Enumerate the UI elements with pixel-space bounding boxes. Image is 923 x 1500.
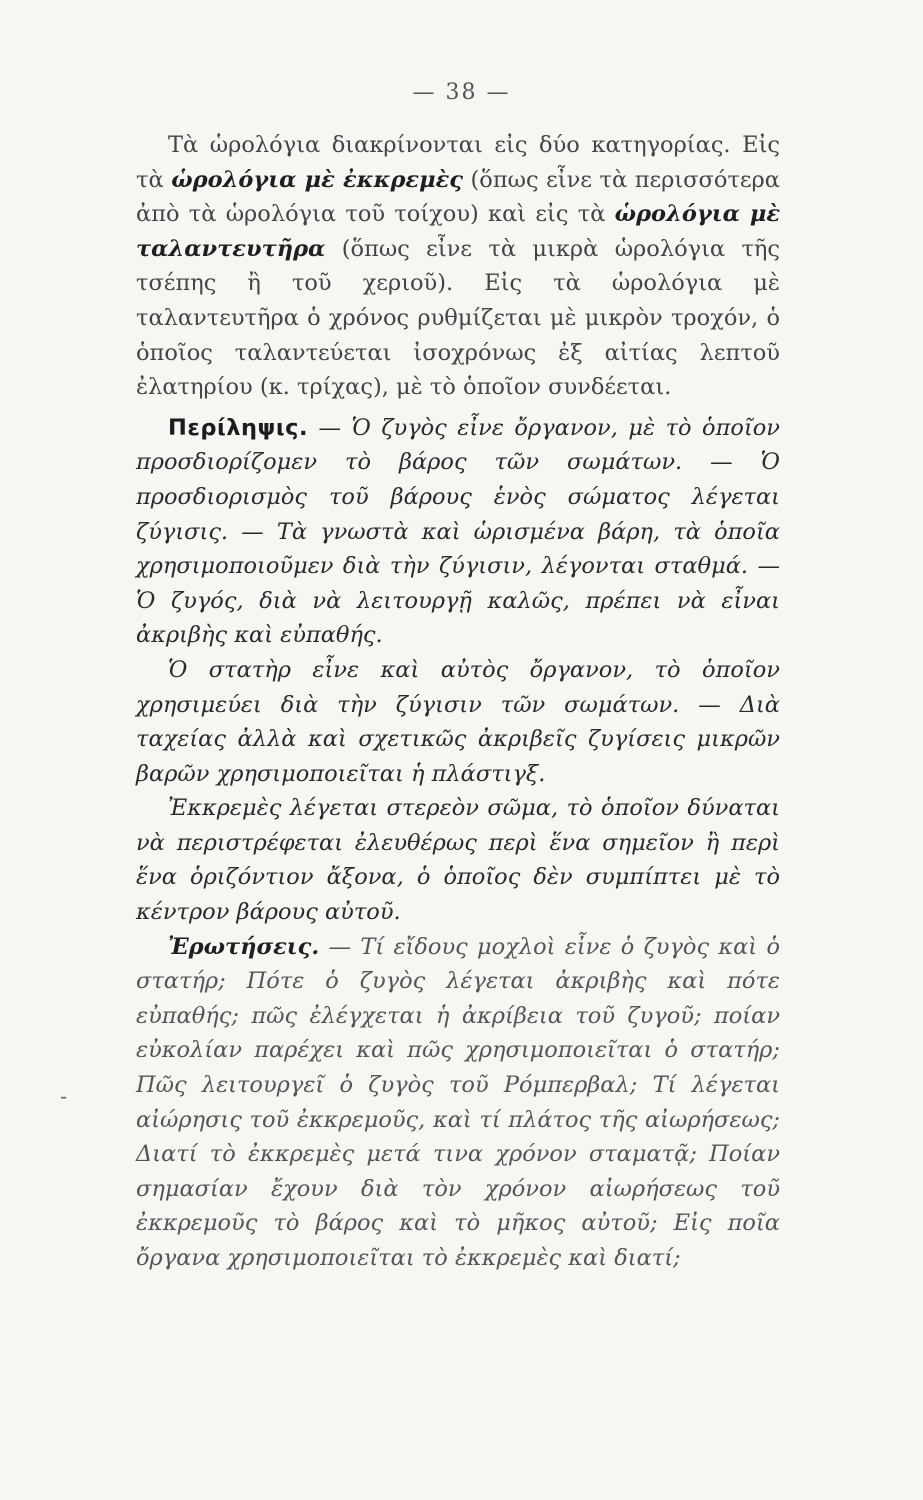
paragraph-summary [136, 411, 780, 653]
page-number: — 38 — [412, 80, 511, 105]
summary-text: — Ὁ ζυγὸς εἶνε ὄργανον, μὲ τὸ ὁποῖον προσδιορίζομεν τὸ βάρος τῶν σωμάτων. — Ὁ προσδιορισμὸς τοῦ βάρους ἑνὸς σώματος λέγεται ζύγισις. — Τὰ γνωστὰ καὶ ὡρισμένα βάρη, τὰ ὁποῖα χρησιμοποιοῦμεν διὰ τὴν ζύγισιν, λέγονται σταθμά. — Ὁ ζυγός, διὰ νὰ λειτουργῇ καλῶς, πρέπει νὰ εἶναι ἀκριβὴς καὶ εὐπαθής. [136, 414, 780, 649]
paragraph-clocks [136, 128, 780, 405]
body-text [136, 128, 780, 1276]
stater-text: Ὁ στατὴρ εἶνε καὶ αὐτὸς ὄργανον, τὸ ὁποῖον χρησιμεύει διὰ τὴν ζύγισιν τῶν σωμάτων. — Διὰ ταχείας ἀλλὰ καὶ σχετικῶς ἀκριβεῖς ζυγίσεις μικρῶν βαρῶν χρησιμοποιεῖται ἡ πλάστιγξ. [136, 656, 780, 787]
paragraph-pendulum [136, 791, 780, 929]
paragraph-questions [136, 930, 780, 1276]
paragraph-stater [136, 653, 780, 791]
clocks-text-3: (ὅπως εἶνε τὰ μικρὰ ὡρολόγια τῆς τσέπης ἢ τοῦ χεριοῦ). Εἰς τὰ ὡρολόγια μὲ ταλαντευτῆρα ὁ χρόνος ρυθμίζεται μὲ μικρὸν τροχόν, ὁ ὁποῖος ταλαντεύεται ἰσοχρόνως ἐξ αἰτίας λεπτοῦ ἐλατηρίου (κ. τρίχας), μὲ τὸ ὁποῖον συνδέεται. [136, 235, 780, 401]
clocks-text-2: (ὅπως εἶνε τὰ περισσότερα ἀπὸ τὰ ὡρολόγια τοῦ τοίχου) καὶ εἰς τὰ [136, 166, 780, 228]
margin-mark: ˗ [60, 1085, 68, 1110]
term-pendulum-clocks: ὡρολόγια μὲ ἐκκρεμὲς [171, 166, 463, 193]
questions-text: — Τί εἴδους μοχλοὶ εἶνε ὁ ζυγὸς καὶ ὁ στατήρ; Πότε ὁ ζυγὸς λέγεται ἀκριβὴς καὶ πότε εὐπαθής; πῶς ἐλέγχεται ἡ ἀκρίβεια τοῦ ζυγοῦ; ποίαν εὐκολίαν παρέχει καὶ πῶς χρησιμοποιεῖται ὁ στατήρ; Πῶς λειτουργεῖ ὁ ζυγὸς τοῦ Ρόμπερβαλ; Τί λέγεται αἰώρησις τοῦ ἐκκρεμοῦς, καὶ τί πλάτος τῆς αἰωρήσεως; Διατί τὸ ἐκκρεμὲς μετά τινα χρόνον σταματᾷ; Ποίαν σημασίαν ἔχουν διὰ τὸν χρόνον αἰωρήσεως τοῦ ἐκκρεμοῦς τὸ βάρος καὶ τὸ μῆκος αὐτοῦ; Εἰς ποῖα ὄργανα χρησιμοποιεῖται τὸ ἐκκρεμὲς καὶ διατί; [136, 933, 780, 1271]
questions-heading: Ἐρωτήσεις. [168, 933, 320, 960]
clocks-text-1: Τὰ ὡρολόγια διακρίνονται εἰς δύο κατηγορίας. Εἰς τὰ [136, 132, 780, 193]
term-balance-clocks: ὡρολόγια μὲ ταλαντευτῆρα [136, 201, 781, 262]
summary-heading: Περίληψις. [168, 414, 308, 441]
pendulum-text: Ἐκκρεμὲς λέγεται στερεὸν σῶμα, τὸ ὁποῖον δύναται νὰ περιστρέφεται ἐλευθέρως περὶ ἕνα σημεῖον ἢ περὶ ἕνα ὁριζόντιον ἄξονα, ὁ ὁποῖος δὲν συμπίπτει μὲ τὸ κέντρον βάρους αὐτοῦ. [136, 795, 780, 926]
